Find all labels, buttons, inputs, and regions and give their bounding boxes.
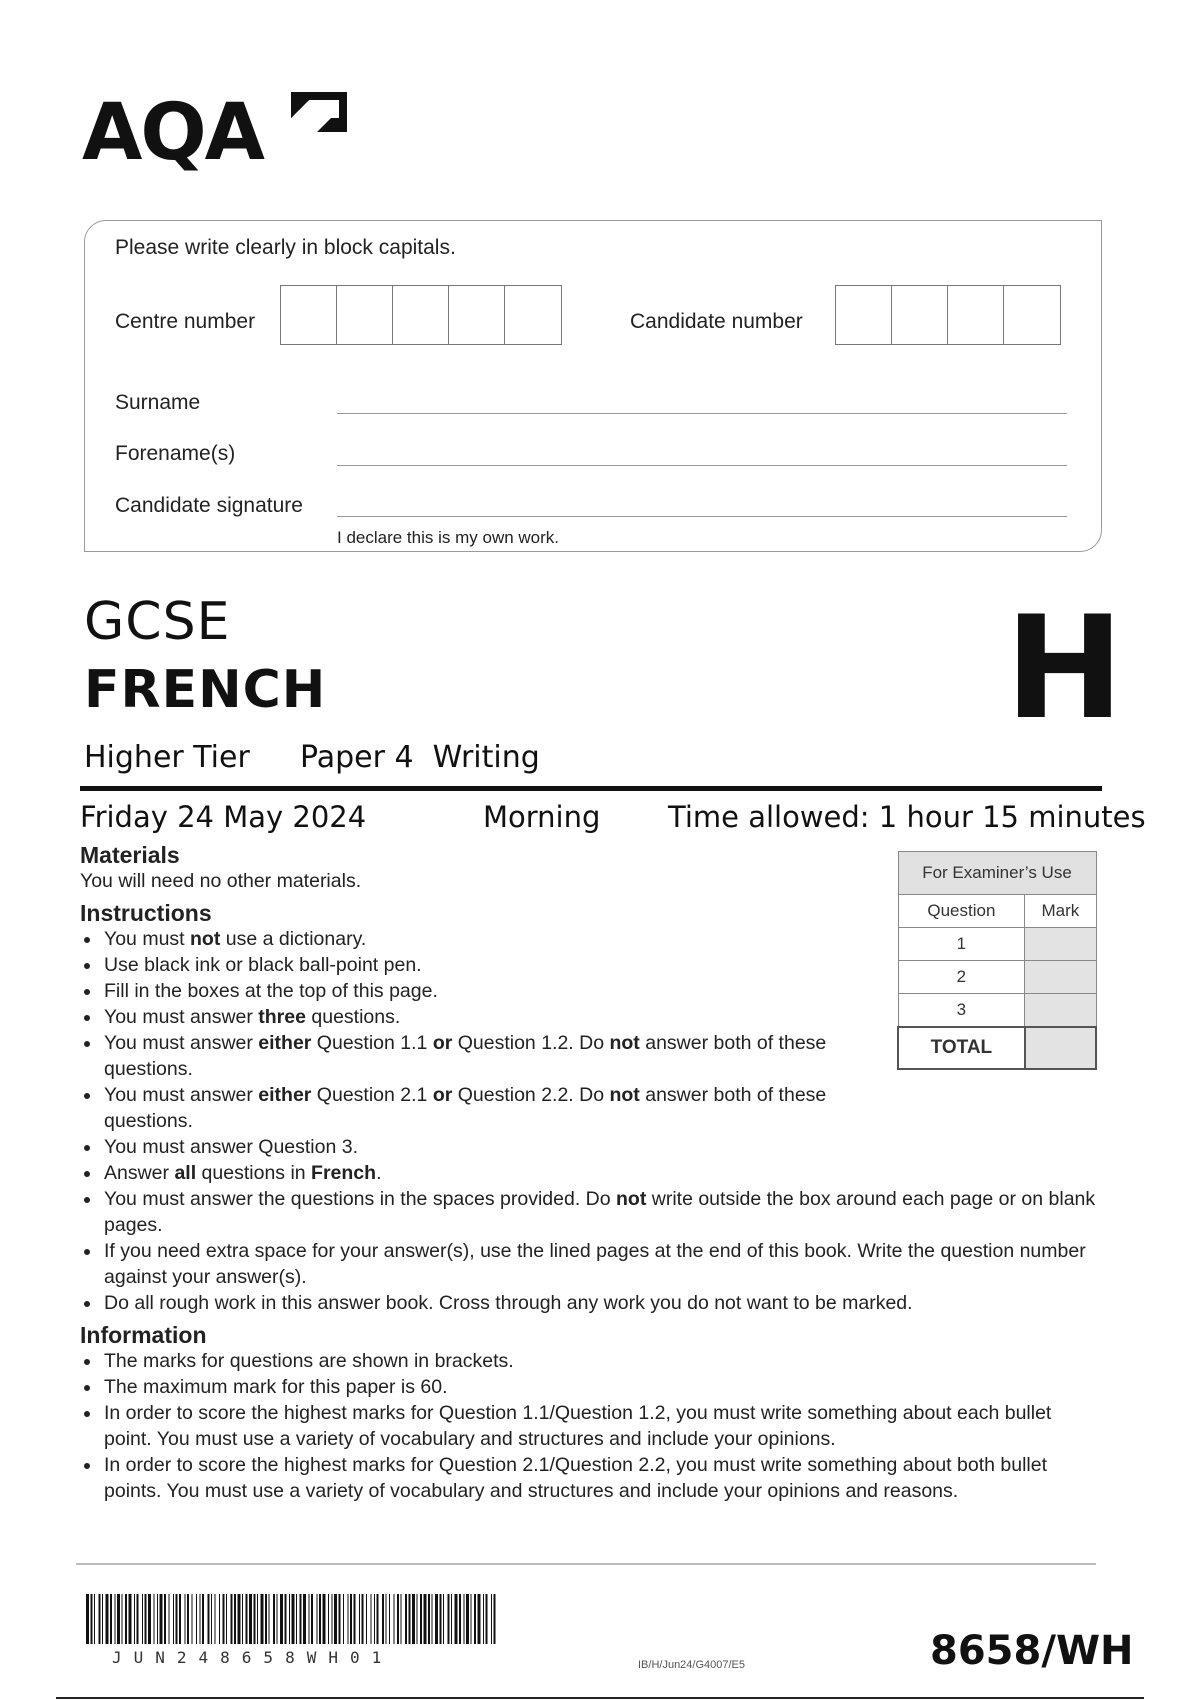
table-row: 2 [898, 961, 1096, 994]
list-item: • Use black ink or black ball-point pen. [102, 952, 1110, 978]
barcode-bar [145, 1594, 147, 1644]
forename-label: Forename(s) [115, 442, 236, 465]
barcode-bar [265, 1594, 267, 1644]
centre-number-boxes[interactable] [280, 285, 562, 345]
barcode-bar [280, 1594, 283, 1644]
barcode-bar [303, 1594, 306, 1644]
barcode-bar [354, 1594, 356, 1644]
list-item: • The maximum mark for this paper is 60. [102, 1374, 1102, 1400]
table-row: 3 [898, 994, 1096, 1028]
barcode-bar [483, 1594, 484, 1644]
barcode-text: JUN248658WH01 [112, 1648, 394, 1667]
barcode-bar [350, 1594, 352, 1644]
barcode-bar [134, 1594, 135, 1644]
barcode-bar [459, 1594, 461, 1644]
barcode-bar [440, 1594, 442, 1644]
barcode-bar [238, 1594, 241, 1644]
barcode-bar [164, 1594, 166, 1644]
barcode-bar [362, 1594, 364, 1644]
barcode-bar [451, 1594, 452, 1644]
barcode-bar [200, 1594, 201, 1644]
candidate-digit-box[interactable] [892, 286, 948, 344]
list-item: • The marks for questions are shown in brackets. [102, 1348, 1102, 1374]
surname-label: Surname [115, 391, 201, 414]
title-divider [80, 786, 1102, 791]
barcode-bar [254, 1594, 256, 1644]
list-item: • You must answer either Question 2.1 or Question 2.2. Do not answer both of these questions. [102, 1082, 864, 1134]
barcode-bar [91, 1594, 93, 1644]
barcode-bar [417, 1594, 418, 1644]
barcode-bar [249, 1594, 252, 1644]
barcode-bar [478, 1594, 481, 1644]
examiner-use-table [897, 851, 1097, 1070]
list-item: • You must answer three questions. [102, 1004, 1110, 1030]
barcode-bar [202, 1594, 204, 1644]
barcode-bar [323, 1594, 326, 1644]
barcode-bar [176, 1594, 178, 1644]
barcode-bar [122, 1594, 123, 1644]
barcode-bar [401, 1594, 402, 1644]
barcode-bar [328, 1594, 329, 1644]
subject-title: FRENCH [84, 660, 327, 720]
barcode-bar [289, 1594, 290, 1644]
barcode-bar [219, 1594, 220, 1644]
barcode-bar [332, 1594, 333, 1644]
barcode-bar [491, 1594, 492, 1644]
information-list [80, 1348, 1102, 1504]
paper-reference: IB/H/Jun24/G4007/E5 [638, 1659, 746, 1671]
barcode-bar [474, 1594, 476, 1644]
instructions-heading: Instructions [80, 900, 212, 926]
barcode-bar [311, 1594, 313, 1644]
barcode-bar [115, 1594, 116, 1644]
barcode-bar [296, 1594, 297, 1644]
barcode-bar [231, 1594, 233, 1644]
list-item: • You must not use a dictionary. [102, 926, 1110, 952]
list-item: • You must answer Question 3. [102, 1134, 1110, 1160]
barcode-bar [389, 1594, 390, 1644]
barcode-bar [185, 1594, 186, 1644]
candidate-digit-box[interactable] [1004, 286, 1060, 344]
barcode-bar [142, 1594, 143, 1644]
barcode-bar [466, 1594, 469, 1644]
barcode-bar [273, 1594, 275, 1644]
barcode-bar [428, 1594, 430, 1644]
paper-code: 8658/WH [930, 1628, 1134, 1674]
list-item: • Fill in the boxes at the top of this page. [102, 978, 1110, 1004]
candidate-number-boxes[interactable] [835, 285, 1061, 345]
barcode-bar [169, 1594, 170, 1644]
total-label: TOTAL [898, 1027, 1025, 1069]
list-item: • You must answer the questions in the spaces provided. Do not write outside the box around each page or on blank pages. [102, 1186, 1104, 1238]
information-heading: Information [80, 1322, 207, 1348]
barcode-bar [494, 1594, 496, 1644]
surname-line[interactable] [337, 413, 1067, 414]
barcode-bar [99, 1594, 101, 1644]
barcode-bar [397, 1594, 399, 1644]
barcode-bar [471, 1594, 472, 1644]
total-row [898, 1027, 1096, 1069]
barcode-bar [285, 1594, 287, 1644]
barcode-bar [192, 1594, 193, 1644]
barcode-bar [309, 1594, 310, 1644]
barcode-bar [261, 1594, 264, 1644]
barcode-bar [409, 1594, 411, 1644]
barcode-bar [215, 1594, 216, 1644]
barcode-bar [420, 1594, 422, 1644]
forename-line[interactable] [337, 465, 1067, 466]
list-item: • Do all rough work in this answer book. Cross through any work you do not want to be marked. [102, 1290, 1104, 1316]
declaration-text: I declare this is my own work. [337, 528, 560, 547]
barcode-bar [382, 1594, 384, 1644]
barcode-bar [242, 1594, 243, 1644]
barcode-bar [448, 1594, 450, 1644]
barcode-bar [405, 1594, 407, 1644]
footer-divider [76, 1563, 1096, 1565]
exam-session: Morning [483, 800, 601, 834]
barcode-bar [343, 1594, 344, 1644]
barcode-bar [187, 1594, 189, 1644]
list-item: • In order to score the highest marks for Question 2.1/Question 2.2, you must write something about both bullet points. You must use a variety of vocabulary and structures and include your opinions and reasons. [102, 1452, 1102, 1504]
question-column-header: Question [898, 895, 1025, 928]
barcode-bar [292, 1594, 295, 1644]
barcode-bar [319, 1594, 321, 1644]
barcode-bar [110, 1594, 112, 1644]
barcode-bar [94, 1594, 95, 1644]
barcode-bar [334, 1594, 337, 1644]
barcode-bar [366, 1594, 367, 1644]
mark-cell [1025, 961, 1096, 994]
barcode-bar [386, 1594, 387, 1644]
barcode-bar [277, 1594, 278, 1644]
mark-cell [1025, 994, 1096, 1028]
barcode-bar [154, 1594, 155, 1644]
centre-digit-box[interactable] [337, 286, 393, 344]
barcode-bar [269, 1594, 270, 1644]
centre-digit-box[interactable] [281, 286, 337, 344]
barcode-bar [157, 1594, 158, 1644]
barcode-bar [226, 1594, 227, 1644]
barcode-bar [359, 1594, 360, 1644]
barcode-bar [117, 1594, 120, 1644]
signature-line[interactable] [337, 516, 1067, 517]
qualification-title: GCSE [84, 592, 231, 652]
barcode-bar [464, 1594, 465, 1644]
barcode-icon [84, 1594, 500, 1646]
barcode-bar [137, 1594, 139, 1644]
centre-digit-box[interactable] [505, 286, 561, 344]
tier-label: Higher Tier [84, 740, 250, 775]
examiner-table-title: For Examiner’s Use [898, 852, 1096, 895]
materials-heading: Materials [80, 842, 180, 868]
candidate-digit-box[interactable] [948, 286, 1004, 344]
tier-letter: H [1005, 586, 1124, 751]
barcode-bar [455, 1594, 458, 1644]
barcode-bar [86, 1594, 89, 1644]
barcode-bar [377, 1594, 379, 1644]
table-row: 1 [898, 928, 1096, 961]
mark-cell [1025, 928, 1096, 961]
barcode-bar [125, 1594, 127, 1644]
barcode-bar [160, 1594, 163, 1644]
block-capitals-note: Please write clearly in block capitals. [115, 236, 456, 259]
barcode-bar [257, 1594, 258, 1644]
logo-mark-icon [287, 88, 351, 146]
total-mark-cell [1025, 1027, 1096, 1069]
barcode-bar [211, 1594, 212, 1644]
barcode-bar [339, 1594, 341, 1644]
barcode-bar [486, 1594, 488, 1644]
centre-number-label: Centre number [115, 310, 256, 333]
aqa-logo [82, 88, 352, 188]
barcode-bar [208, 1594, 210, 1644]
barcode-bar [234, 1594, 236, 1644]
bottom-rule [56, 1697, 1144, 1699]
exam-date: Friday 24 May 2024 [80, 800, 367, 834]
candidate-digit-box[interactable] [836, 286, 892, 344]
barcode-bar [179, 1594, 181, 1644]
list-item: • You must answer either Question 1.1 or Question 1.2. Do not answer both of these questions. [102, 1030, 864, 1082]
barcode-bar [348, 1594, 349, 1644]
barcode-bar [300, 1594, 302, 1644]
materials-text: You will need no other materials. [80, 870, 362, 892]
barcode-bar [317, 1594, 318, 1644]
barcode-bar [432, 1594, 433, 1644]
centre-digit-box[interactable] [393, 286, 449, 344]
candidate-number-label: Candidate number [630, 310, 803, 333]
barcode-bar [371, 1594, 372, 1644]
barcode-bar [394, 1594, 395, 1644]
signature-label: Candidate signature [115, 494, 303, 517]
barcode-bar [374, 1594, 375, 1644]
barcode-bar [106, 1594, 109, 1644]
list-item: • In order to score the highest marks for Question 1.1/Question 1.2, you must write something about each bullet point. You must use a variety of vocabulary and structures and include your opinions. [102, 1400, 1102, 1452]
barcode-bar [129, 1594, 132, 1644]
list-item: • Answer all questions in French. [102, 1160, 1110, 1186]
mark-column-header: Mark [1025, 895, 1096, 928]
barcode-bar [435, 1594, 438, 1644]
barcode-bar [223, 1594, 225, 1644]
barcode-bar [412, 1594, 415, 1644]
barcode-bar [246, 1594, 248, 1644]
paper-label: Paper 4 Writing [300, 740, 540, 775]
barcode-bar [148, 1594, 151, 1644]
time-allowed: Time allowed: 1 hour 15 minutes [668, 800, 1146, 834]
barcode-bar [196, 1594, 197, 1644]
list-item: • If you need extra space for your answer(s), use the lined pages at the end of this book. Write the question number against your answer(s). [102, 1238, 1104, 1290]
barcode-bar [173, 1594, 174, 1644]
barcode-bar [443, 1594, 444, 1644]
barcode-bar [424, 1594, 427, 1644]
logo-text: AQA [82, 88, 264, 178]
barcode-bar [102, 1594, 103, 1644]
centre-digit-box[interactable] [449, 286, 505, 344]
